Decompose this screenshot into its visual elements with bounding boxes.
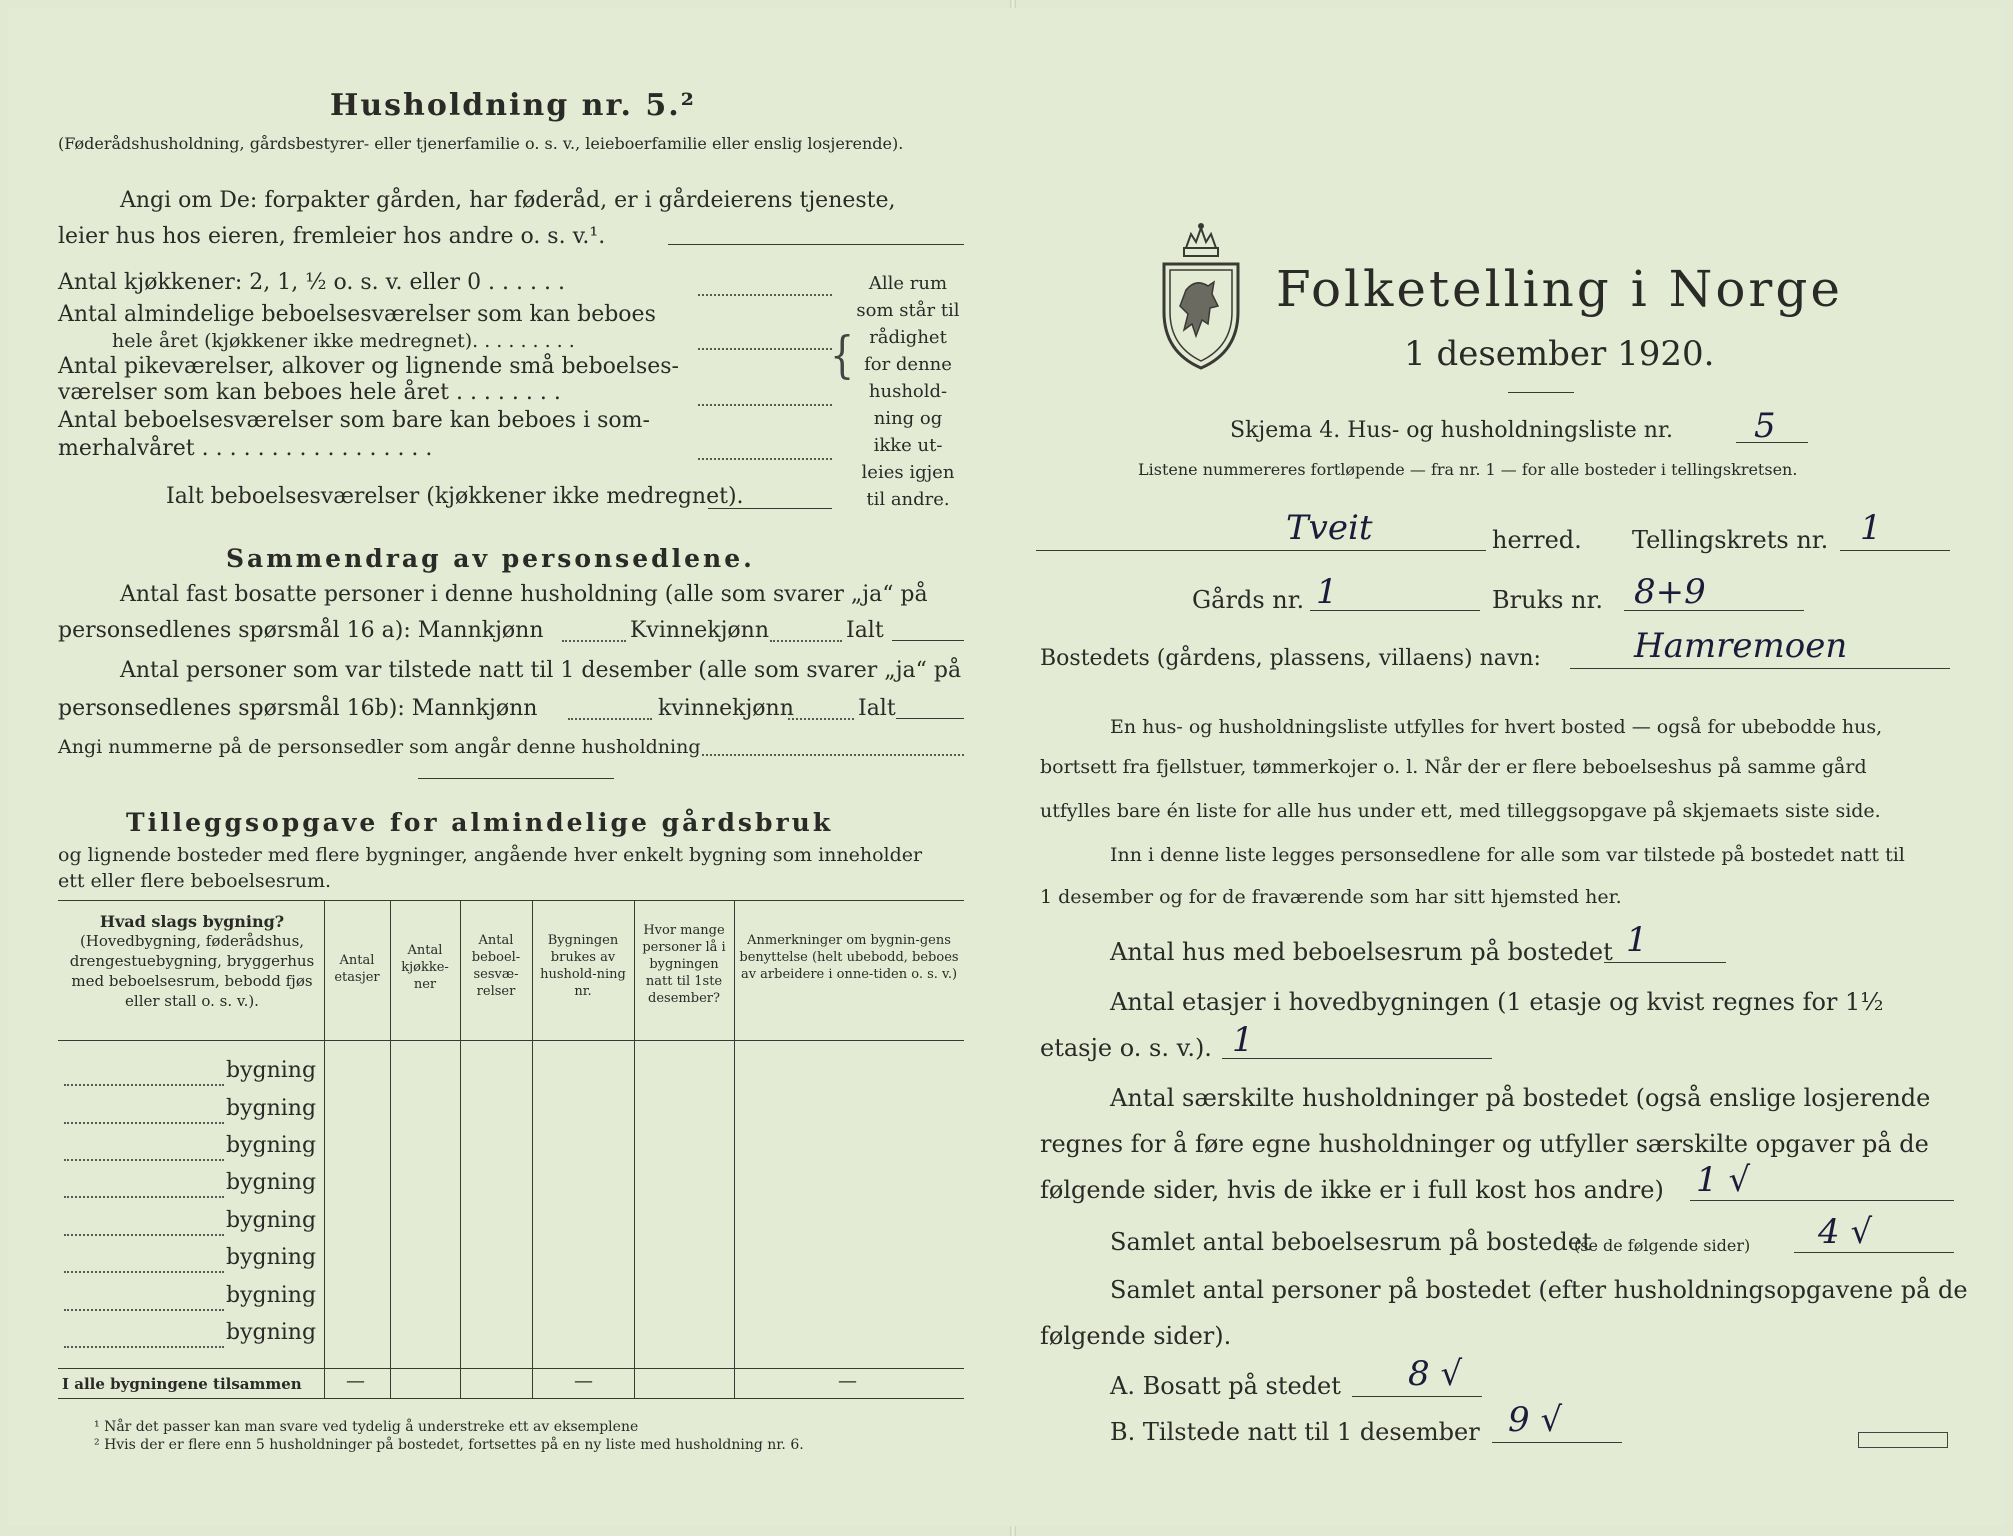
row-8-entry[interactable]: [64, 1346, 224, 1348]
rooms-answer-ordinary[interactable]: [698, 348, 832, 350]
household-subtitle: (Føderådshusholdning, gårdsbestyrer- eller tjenerfamilie o. s. v., leieboerfamilie eller enslig losjerende).: [58, 134, 904, 153]
col-divider-1: [324, 900, 325, 1398]
q-rum-note: (se de følgende sider): [1574, 1236, 1751, 1255]
rooms-answer-summer[interactable]: [698, 458, 832, 460]
bosted-line[interactable]: [1570, 668, 1950, 669]
total-row-label: I alle bygningene tilsammen: [62, 1375, 302, 1393]
row-5-entry[interactable]: [64, 1234, 224, 1236]
sammendrag-1d: Ialt: [846, 618, 884, 643]
right-page: [1014, 8, 2004, 1526]
rooms-line-2: Antal almindelige beboelsesværelser som kan beboes: [58, 302, 656, 327]
rooms-answer-kitchens[interactable]: [698, 294, 832, 296]
row-6-entry[interactable]: [64, 1271, 224, 1273]
ialt-answer-line[interactable]: [708, 508, 832, 509]
left-page: [8, 8, 1014, 1526]
q-hush-value: 1 √: [1696, 1160, 1751, 1200]
table-row: bygning: [226, 1096, 317, 1121]
rooms-line-4: Antal pikeværelser, alkover og lignende små beboelses-: [58, 354, 679, 379]
kvinnekjonn-2-answer[interactable]: [788, 718, 854, 720]
info-2: bortsett fra fjellstuer, tømmerkojer o. l. Når der er flere beboelseshus på samme gård: [1040, 756, 1867, 778]
q-etasjer-2: etasje o. s. v.).: [1040, 1034, 1212, 1062]
side-note-5: hushold-: [868, 381, 948, 402]
table-row: bygning: [226, 1320, 317, 1345]
col-divider-2: [390, 900, 391, 1398]
sammendrag-2c: kvinnekjønn: [658, 696, 794, 721]
rooms-answer-maid[interactable]: [698, 404, 832, 406]
table-row: bygning: [226, 1283, 317, 1308]
rooms-line-5: værelser som kan beboes hele året . . . . . . . .: [58, 380, 561, 405]
q-hus: Antal hus med beboelsesrum på bostedet: [1110, 938, 1613, 966]
q-etasjer-line[interactable]: [1222, 1058, 1492, 1059]
q-hush-1: Antal særskilte husholdninger på bostedet (også enslige losjerende: [1110, 1084, 1931, 1112]
row-3-entry[interactable]: [64, 1159, 224, 1161]
col5-header: Bygningen brukes av hushold-ning nr.: [540, 933, 626, 999]
info-3: utfylles bare én liste for alle hus under ett, med tilleggsopgave på skjemaets siste side.: [1040, 800, 1881, 822]
table-bottom-border: [58, 1398, 964, 1399]
herred-value: Tveit: [1286, 508, 1373, 548]
herred-label: herred.: [1492, 526, 1582, 554]
table-row: bygning: [226, 1170, 317, 1195]
tilstede-value: 9 √: [1508, 1400, 1563, 1440]
q-rum-value: 4 √: [1818, 1212, 1873, 1252]
q-hush-line[interactable]: [1690, 1200, 1954, 1201]
q-rum: Samlet antal beboelsesrum på bostedet: [1110, 1228, 1592, 1256]
mannkjonn-2-answer[interactable]: [568, 718, 652, 720]
col1-title: Hvad slags bygning?: [99, 912, 285, 931]
gards-label: Gårds nr.: [1192, 586, 1305, 614]
q-pers-2: følgende sider).: [1040, 1322, 1232, 1350]
q-hus-value: 1: [1626, 920, 1648, 960]
rooms-line-6: Antal beboelsesværelser som bare kan beboes i som-: [58, 408, 650, 433]
kvinnekjonn-1-answer[interactable]: [770, 640, 842, 642]
tilstede-line[interactable]: [1492, 1442, 1622, 1443]
personsedler-answer[interactable]: [702, 754, 964, 756]
side-note-6: ning og: [873, 408, 943, 429]
row-1-entry[interactable]: [64, 1084, 224, 1086]
angi-line-1: Angi om De: forpakter gården, har føderåd, er i gårdeierens tjeneste,: [120, 188, 896, 213]
total-dash-2: —: [574, 1370, 593, 1392]
info-5: 1 desember og for de fraværende som har sitt hjemsted her.: [1040, 886, 1622, 908]
census-date: 1 desember 1920.: [1404, 334, 1715, 374]
side-note-7: ikke ut-: [873, 435, 943, 456]
row-7-entry[interactable]: [64, 1309, 224, 1311]
side-note-3: rådighet: [869, 327, 947, 348]
table-row: bygning: [226, 1208, 317, 1233]
table-header-border: [58, 1040, 964, 1041]
col6-header: Hvor mange personer lå i bygningen natt til 1ste desember?: [642, 923, 726, 1006]
side-note-8: leies igjen: [861, 462, 955, 483]
bosted-value: Hamremoen: [1634, 626, 1848, 666]
side-note: [848, 270, 968, 513]
total-dash-1: —: [346, 1370, 365, 1392]
col-divider-4: [532, 900, 533, 1398]
q-hus-line[interactable]: [1604, 962, 1726, 963]
sammendrag-1b: personsedlenes spørsmål 16 a): Mannkjønn: [58, 618, 544, 643]
tilstede-label: B. Tilstede natt til 1 desember: [1110, 1418, 1480, 1446]
footnote-1: ¹ Når det passer kan man svare ved tydelig å understreke ett av eksemplene: [94, 1419, 639, 1435]
ialt-rooms: Ialt beboelsesværelser (kjøkkener ikke medregnet).: [166, 484, 744, 509]
tellingskrets-value: 1: [1860, 508, 1882, 548]
table-row: bygning: [226, 1058, 317, 1083]
q-etasjer-value: 1: [1232, 1020, 1254, 1060]
bruks-value: 8+9: [1634, 572, 1706, 612]
rooms-line-1: Antal kjøkkener: 2, 1, ½ o. s. v. eller 0 . . . . . .: [58, 270, 565, 295]
col-divider-5: [634, 900, 635, 1398]
ialt-2-answer[interactable]: [896, 718, 964, 719]
printer-stamp: [1858, 1432, 1948, 1448]
bracket: {: [830, 326, 855, 384]
col1-text: (Hovedbygning, føderådshus, drengestuebygning, bryggerhus med beboelsesrum, bebodd fjøs eller stall o. s. v.).: [69, 932, 315, 1010]
q-hush-3: følgende sider, hvis de ikke er i full kost hos andre): [1040, 1176, 1664, 1204]
gards-value: 1: [1316, 572, 1338, 612]
sammendrag-2a: Antal personer som var tilstede natt til 1 desember (alle som svarer „ja“ på: [120, 658, 962, 683]
mannkjonn-1-answer[interactable]: [562, 640, 626, 642]
info-4: Inn i denne liste legges personsedlene for alle som var tilstede på bostedet natt til: [1110, 844, 1905, 866]
bosted-label: Bostedets (gårdens, plassens, villaens) navn:: [1040, 646, 1541, 671]
sammendrag-1c: Kvinnekjønn: [630, 618, 769, 643]
sammendrag-title: Sammendrag av personsedlene.: [226, 544, 755, 573]
separator: [418, 778, 614, 779]
q-pers-1: Samlet antal personer på bostedet (efter husholdningsopgavene på de: [1110, 1276, 1968, 1304]
rooms-line-3: hele året (kjøkkener ikke medregnet). . . . . . . . .: [112, 330, 575, 352]
col-divider-3: [460, 900, 461, 1398]
col1-header: [64, 912, 320, 1011]
col7-header: Anmerkninger om bygnin-gens benyttelse (helt ubebodd, beboes av arbeidere i onne-tiden o. s. v.): [739, 933, 959, 982]
bosatt-value: 8 √: [1408, 1354, 1463, 1394]
table-row: bygning: [226, 1133, 317, 1158]
skjema-nr-value: 5: [1754, 406, 1776, 446]
coat-of-arms-icon: [1156, 220, 1246, 372]
herred-line[interactable]: [1036, 550, 1486, 551]
census-title: Folketelling i Norge: [1276, 260, 1843, 318]
col3-header: Antal kjøkke-ner: [401, 943, 449, 992]
listene-note: Listene nummereres fortløpende — fra nr. 1 — for alle bosteder i tellingskretsen.: [1138, 460, 1798, 479]
bosatt-label: A. Bosatt på stedet: [1110, 1372, 1341, 1400]
table-top-border: [58, 900, 964, 901]
tellingskrets-label: Tellingskrets nr.: [1632, 526, 1829, 554]
bruks-label: Bruks nr.: [1492, 586, 1603, 614]
rooms-line-7: merhalvåret . . . . . . . . . . . . . . . . .: [58, 436, 433, 461]
info-1: En hus- og husholdningsliste utfylles for hvert bosted — også for ubebodde hus,: [1110, 716, 1883, 738]
tillegg-title: Tilleggsopgave for almindelige gårdsbruk: [126, 808, 834, 837]
row-2-entry[interactable]: [64, 1122, 224, 1124]
household-title: Husholdning nr. 5.²: [330, 88, 696, 123]
col2-header: Antal etasjer: [334, 953, 380, 985]
skjema-label: Skjema 4. Hus- og husholdningsliste nr.: [1230, 418, 1673, 443]
tillegg-text-2: ett eller flere beboelsesrum.: [58, 870, 332, 892]
col-divider-6: [734, 900, 735, 1398]
footnote-2: ² Hvis der er flere enn 5 husholdninger på bostedet, fortsettes på en ny liste med husholdning nr. 6.: [94, 1437, 804, 1453]
table-row: bygning: [226, 1245, 317, 1270]
sammendrag-2d: Ialt: [858, 696, 896, 721]
side-note-9: til andre.: [866, 489, 950, 510]
table-total-border: [58, 1368, 964, 1369]
q-rum-line[interactable]: [1794, 1252, 1954, 1253]
q-hush-2: regnes for å føre egne husholdninger og utfyller særskilte opgaver på de: [1040, 1130, 1929, 1158]
row-4-entry[interactable]: [64, 1196, 224, 1198]
ialt-1-answer[interactable]: [892, 640, 964, 641]
sammendrag-3: Angi nummerne på de personsedler som angår denne husholdning: [58, 736, 701, 758]
side-note-4: for denne: [864, 354, 952, 375]
tellingskrets-line[interactable]: [1840, 550, 1950, 551]
title-rule: [1508, 392, 1574, 393]
sammendrag-1a: Antal fast bosatte personer i denne husholdning (alle som svarer „ja“ på: [120, 582, 928, 607]
tillegg-text-1: og lignende bosteder med flere bygninger, angående hver enkelt bygning som inneholder: [58, 844, 923, 866]
angi-answer-line[interactable]: [668, 244, 964, 245]
side-note-1: Alle rum: [868, 273, 948, 294]
bosatt-line[interactable]: [1352, 1396, 1482, 1397]
side-note-2: som står til: [856, 300, 960, 321]
total-dash-3: —: [838, 1370, 857, 1392]
q-etasjer-1: Antal etasjer i hovedbygningen (1 etasje og kvist regnes for 1½: [1110, 988, 1884, 1016]
angi-line-2: leier hus hos eieren, fremleier hos andre o. s. v.¹.: [58, 224, 606, 249]
col4-header: Antal beboel-sesvæ-relser: [471, 933, 521, 999]
sammendrag-2b: personsedlenes spørsmål 16b): Mannkjønn: [58, 696, 538, 721]
